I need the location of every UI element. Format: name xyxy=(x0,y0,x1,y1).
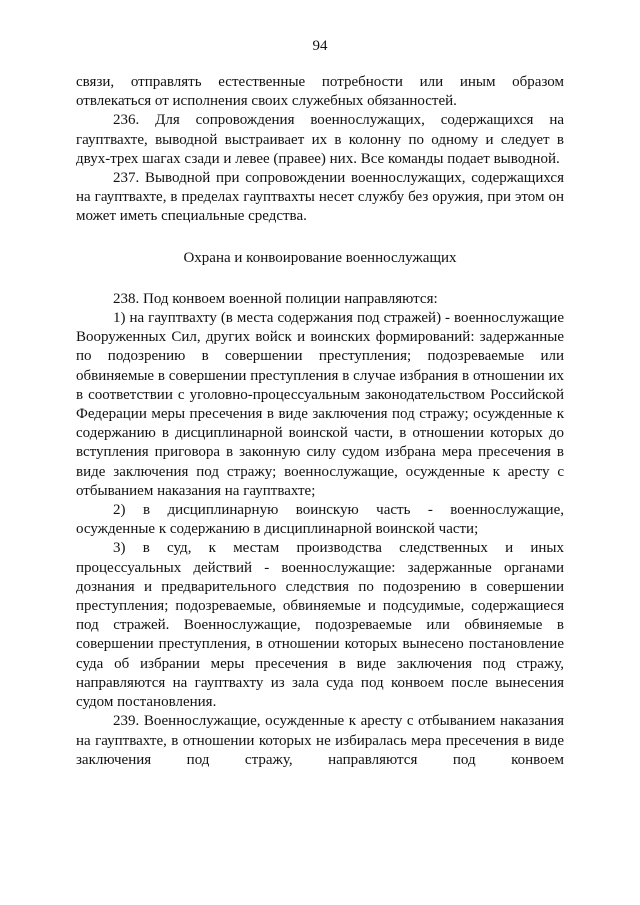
paragraph-238-item-1: 1) на гауптвахту (в места содержания под стражей) - военнослужащие Вооруженных Сил, других войск и воинских формирований: задержанные по подозрению в совершении преступления; подозреваемые или обвиняемые в совершении преступления в случае избрания в отношении их в соответствии с уголовно-процессуальным законодательством Российской Федерации меры пресечения в виде заключения под стражу; осужденные к содержанию в дисциплинарной воинской части, в отношении которых до вступления приговора в законную силу судом избрана мера пресечения в виде заключения под стражу; военнослужащие, осужденные к аресту с отбыванием наказания на гауптвахте; xyxy=(76,310,564,499)
paragraph-236: 236. Для сопровождения военнослужащих, содержащихся на гауптвахте, выводной выстраивает их в колонну по одному и следует в двух-трех шагах сзади и левее (правее) них. Все команды подает выводной. xyxy=(76,112,564,167)
paragraph-237: 237. Выводной при сопровождении военнослужащих, содержащихся на гауптвахте, в пределах гауптвахты несет службу без оружия, при этом он может иметь специальные средства. xyxy=(76,170,564,225)
paragraph-238-item-3: 3) в суд, к местам производства следственных и иных процессуальных действий - военнослужащие: задержанные органами дознания и предварительного следствия по подозрению в совершении преступления; подозреваемые, обвиняемые и подсудимые, содержащиеся под стражей. Военнослужащие, подозреваемые или обвиняемые в совершении преступления, в отношении которых вынесено постановление суда об избрании меры пресечения в виде заключения под стражу, направляются на гауптвахту из зала суда под конвоем после вынесения судом постановления. xyxy=(76,540,564,711)
document-body xyxy=(76,73,564,770)
paragraph-continuation: связи, отправлять естественные потребности или иным образом отвлекаться от исполнения своих служебных обязанностей. xyxy=(76,74,564,110)
paragraph-239: 239. Военнослужащие, осужденные к аресту с отбыванием наказания на гауптвахте, в отношении которых не избиралась мера пресечения в виде заключения под стражу, направляются под конвоем xyxy=(76,713,564,768)
paragraph-238-item-2: 2) в дисциплинарную воинскую часть - военнослужащие, осужденные к содержанию в дисциплинарной воинской части; xyxy=(76,502,564,538)
page-number: 94 xyxy=(312,38,328,54)
paragraph-238: 238. Под конвоем военной полиции направляются: xyxy=(113,290,438,307)
section-heading: Охрана и конвоирование военнослужащих xyxy=(183,249,457,266)
